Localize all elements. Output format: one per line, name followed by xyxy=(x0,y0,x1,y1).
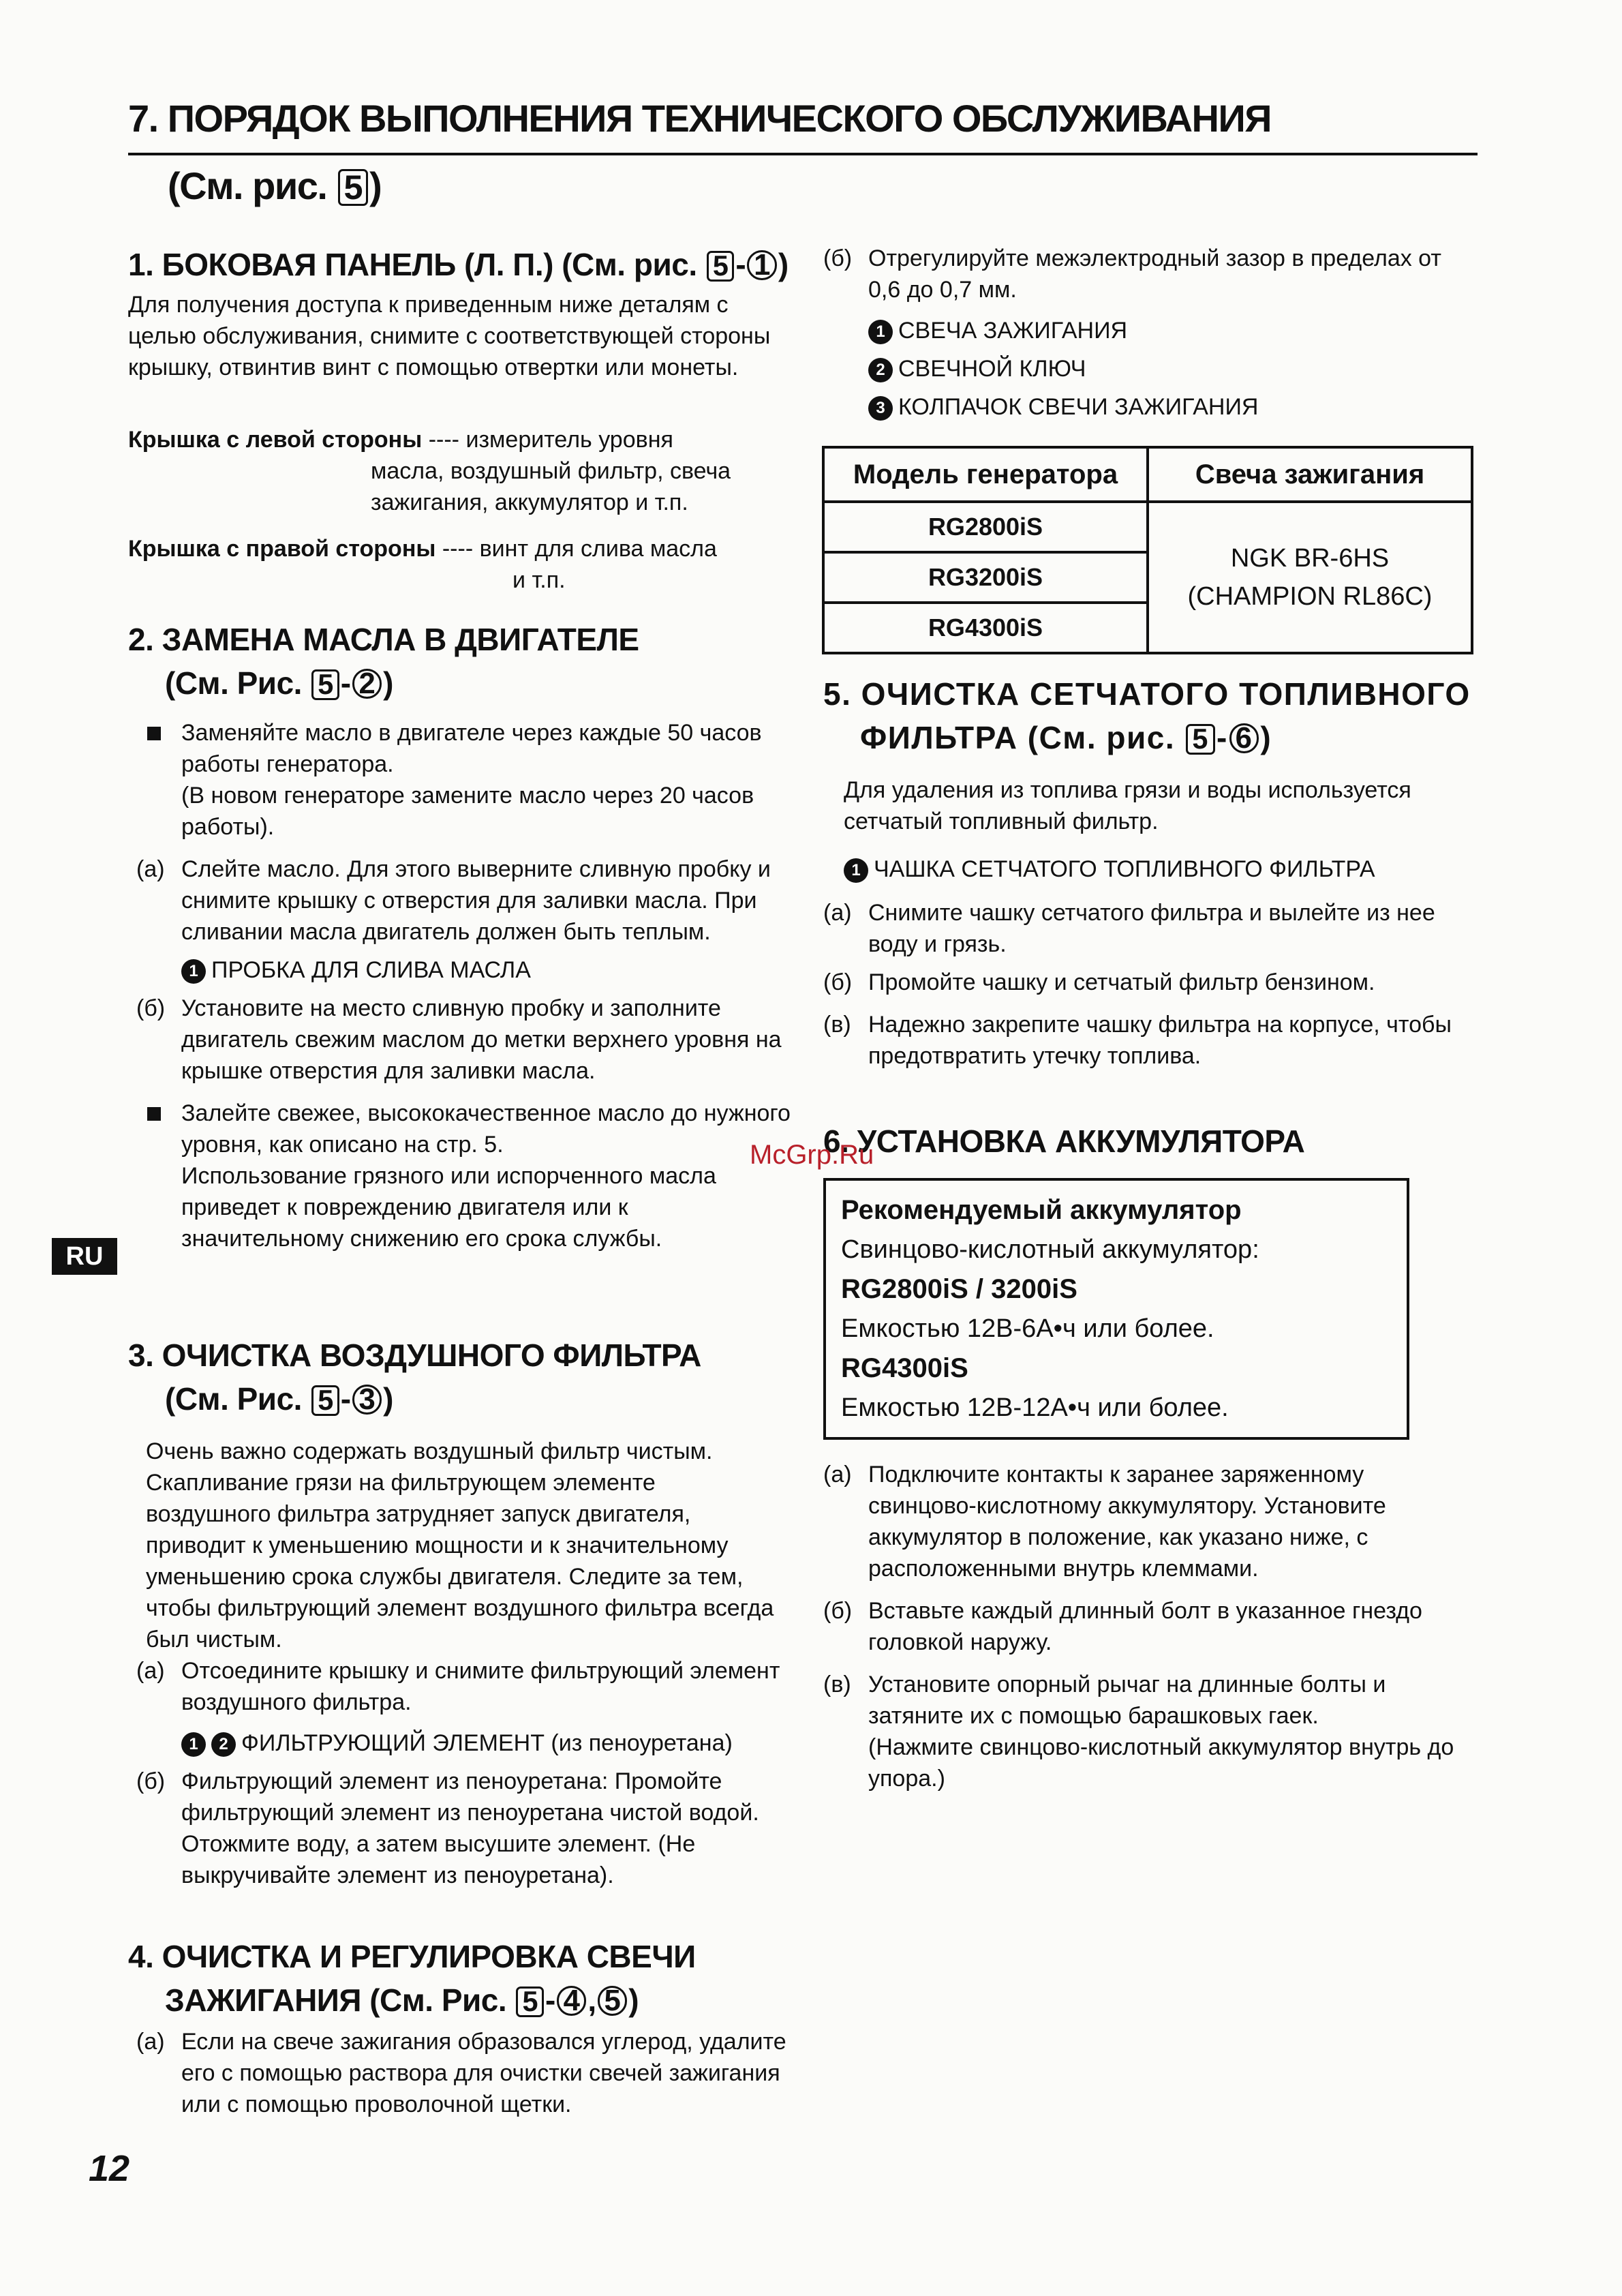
watermark: McGrp.Ru xyxy=(750,1140,874,1170)
section-6-list xyxy=(823,1459,1478,1794)
section-4-list-b xyxy=(823,243,1478,423)
language-tab: RU xyxy=(52,1238,117,1275)
figure-ref-box: 5 xyxy=(338,169,369,206)
list-item: (a) Снимите чашку сетчатого фильтра и вылейте из нее воду и грязь. xyxy=(823,900,1435,957)
part-number-1-icon: 1 xyxy=(181,1732,206,1757)
list-item: (a) Отсоедините крышку и снимите фильтрующий элемент воздушного фильтра. 1 2 ФИЛЬТРУЮЩИЙ ЭЛЕМЕНТ (из пеноуретана) xyxy=(136,1658,780,1756)
list-item: (б) Фильтрующий элемент из пеноуретана: Промойте фильтрующий элемент из пеноуретана чистой водой. Отожмите воду, а затем высушите элемент. (Не выкручивайте элемент из пеноуретана). xyxy=(136,1768,759,1888)
section-5-heading: 5. ОЧИСТКА СЕТЧАТОГО ТОПЛИВНОГО ФИЛЬТРА (См. рис. 5 - 6 ) xyxy=(823,676,1471,755)
part-number-1-icon: 1 xyxy=(844,858,868,883)
list-item: Заменяйте масло в двигателе через каждые 50 часов работы генератора. (В новом генераторе замените масло через 20 часов работы). xyxy=(136,717,791,843)
list-item: (a) Если на свече зажигания образовался углерод, удалите его с помощью раствора для очистки свечей зажигания или с помощью проволочной щетки. xyxy=(136,2029,786,2117)
section-2-heading: 2. ЗАМЕНА МАСЛА В ДВИГАТЕЛЕ (См. Рис. 5 - 2 ) xyxy=(128,622,639,701)
list-item: (в) Установите опорный рычаг на длинные болты и затяните их с помощью барашковых гаек. (Нажмите свинцово-кислотный аккумулятор внутрь до упора.) xyxy=(823,1672,1454,1792)
list-item: (б) Промойте чашку и сетчатый фильтр бензином. xyxy=(823,969,1375,995)
title-rule xyxy=(128,153,1478,155)
list-item: (a) Слейте масло. Для этого выверните сливную пробку и снимите крышку с отверстия для заливки масла. При сливании масла двигатель должен быть теплым. 1 ПРОБКА ДЛЯ СЛИВА МАСЛА xyxy=(136,856,771,983)
section-5-body: Для удаления из топлива грязи и воды используется сетчатый топливный фильтр. xyxy=(844,777,1411,834)
bullet-square-icon xyxy=(147,727,161,740)
list-item: (в) Надежно закрепите чашку фильтра на корпусе, чтобы предотвратить утечку топлива. xyxy=(823,1012,1452,1069)
figure-ref-circle: 1 xyxy=(747,250,777,280)
section-2-list xyxy=(136,717,791,1254)
page-subtitle: (См. рис. 5 ) xyxy=(168,164,382,207)
part-number-2-icon: 2 xyxy=(211,1732,236,1757)
section-4-heading: 4. ОЧИСТКА И РЕГУЛИРОВКА СВЕЧИ ЗАЖИГАНИЯ (См. Рис. 5 - 4 , 5 ) xyxy=(128,1939,696,2018)
section-6-heading: 6. УСТАНОВКА АККУМУЛЯТОРА xyxy=(823,1123,1305,1159)
section-3-heading: 3. ОЧИСТКА ВОЗДУШНОГО ФИЛЬТРА (См. Рис. 5 - 3 ) xyxy=(128,1338,701,1417)
list-item: (б) Отрегулируйте межэлектродный зазор в пределах от 0,6 до 0,7 мм. 1 СВЕЧА ЗАЖИГАНИЯ 2 СВЕЧНОЙ КЛЮЧ 3 КОЛПАЧОК СВЕЧИ ЗАЖИГАНИЯ xyxy=(823,245,1441,420)
section-5-part: 1 ЧАШКА СЕТЧАТОГО ТОПЛИВНОГО ФИЛЬТРА xyxy=(844,854,1484,885)
table-cell-plug: NGK BR-6HS (CHAMPION RL86C) xyxy=(1148,502,1472,653)
figure-ref-box: 5 xyxy=(311,1385,339,1416)
recommended-battery-box: Рекомендуемый аккумулятор Свинцово-кислотный аккумулятор: RG2800iS / 3200iS Емкостью 12В-6А•ч или более. RG4300iS Емкостью 12В-12А•ч или более. xyxy=(823,1178,1409,1440)
figure-ref-circle: 3 xyxy=(352,1385,382,1415)
table-header: Свеча зажигания xyxy=(1148,447,1472,502)
page-number: 12 xyxy=(89,2148,130,2189)
figure-ref-circle: 4 xyxy=(557,1986,587,2016)
spark-plug-table xyxy=(822,446,1473,654)
figure-ref-circle: 6 xyxy=(1229,723,1259,753)
left-cover-def: Крышка с левой стороны ---- измеритель уровня масла, воздушный фильтр, свеча зажигания, аккумулятор и т.п. xyxy=(128,427,731,515)
figure-ref-box: 5 xyxy=(1186,724,1215,755)
figure-ref-circle: 2 xyxy=(352,669,382,699)
section-1-body: Для получения доступа к приведенным ниже деталям с целью обслуживания, снимите с соответствующей стороны крышку, отвинтив винт с помощью отвертки или монеты. xyxy=(128,292,771,380)
list-item: (б) Установите на место сливную пробку и заполните двигатель свежим маслом до метки верхнего уровня на крышке отверстия для заливки масла. xyxy=(136,995,782,1084)
section-3-body: Очень важно содержать воздушный фильтр чистым. Скапливание грязи на фильтрующем элементе воздушного фильтра затрудняет запуск двигателя, приводит к уменьшению мощности и к значительному уменьшению срока службы двигателя. Следите за тем, чтобы фильтрующий элемент воздушного фильтра всегда был чистым. xyxy=(146,1438,774,1652)
section-5-list xyxy=(823,897,1478,1072)
part-number-2-icon: 2 xyxy=(868,358,893,382)
table-header: Модель генератора xyxy=(823,447,1148,502)
page-title: 7. ПОРЯДОК ВЫПОЛНЕНИЯ ТЕХНИЧЕСКОГО ОБСЛУЖИВАНИЯ xyxy=(128,97,1271,140)
figure-ref-box: 5 xyxy=(311,669,339,700)
figure-ref-box: 5 xyxy=(516,1987,544,2017)
right-cover-def: Крышка с правой стороны ---- винт для слива масла и т.п. xyxy=(128,536,717,593)
part-number-1-icon: 1 xyxy=(868,320,893,344)
list-item: (б) Вставьте каждый длинный болт в указанное гнездо головкой наружу. xyxy=(823,1598,1422,1655)
section-4-list-a xyxy=(136,2026,791,2120)
figure-ref-box: 5 xyxy=(707,251,735,282)
part-number-3-icon: 3 xyxy=(868,396,893,421)
list-item: Залейте свежее, высококачественное масло до нужного уровня, как описано на стр. 5. Использование грязного или испорченного масла приведет к повреждению двигателя или к значительному снижению его срока службы. xyxy=(136,1098,791,1254)
bullet-square-icon xyxy=(147,1107,161,1121)
list-item: (a) Подключите контакты к заранее заряженному свинцово-кислотному аккумулятору. Установите аккумулятор в положение, как указано ниже, с расположенными внутрь клеммами. xyxy=(823,1462,1386,1582)
part-number-1-icon: 1 xyxy=(181,959,206,984)
table-cell-model: RG3200iS xyxy=(823,552,1148,603)
table-cell-model: RG2800iS xyxy=(823,502,1148,552)
section-3-list xyxy=(136,1655,791,1891)
section-1-heading: 1. БОКОВАЯ ПАНЕЛЬ (Л. П.) (См. рис. 5 - 1 ) xyxy=(128,247,789,282)
table-cell-model: RG4300iS xyxy=(823,603,1148,653)
figure-ref-circle: 5 xyxy=(598,1986,628,2016)
